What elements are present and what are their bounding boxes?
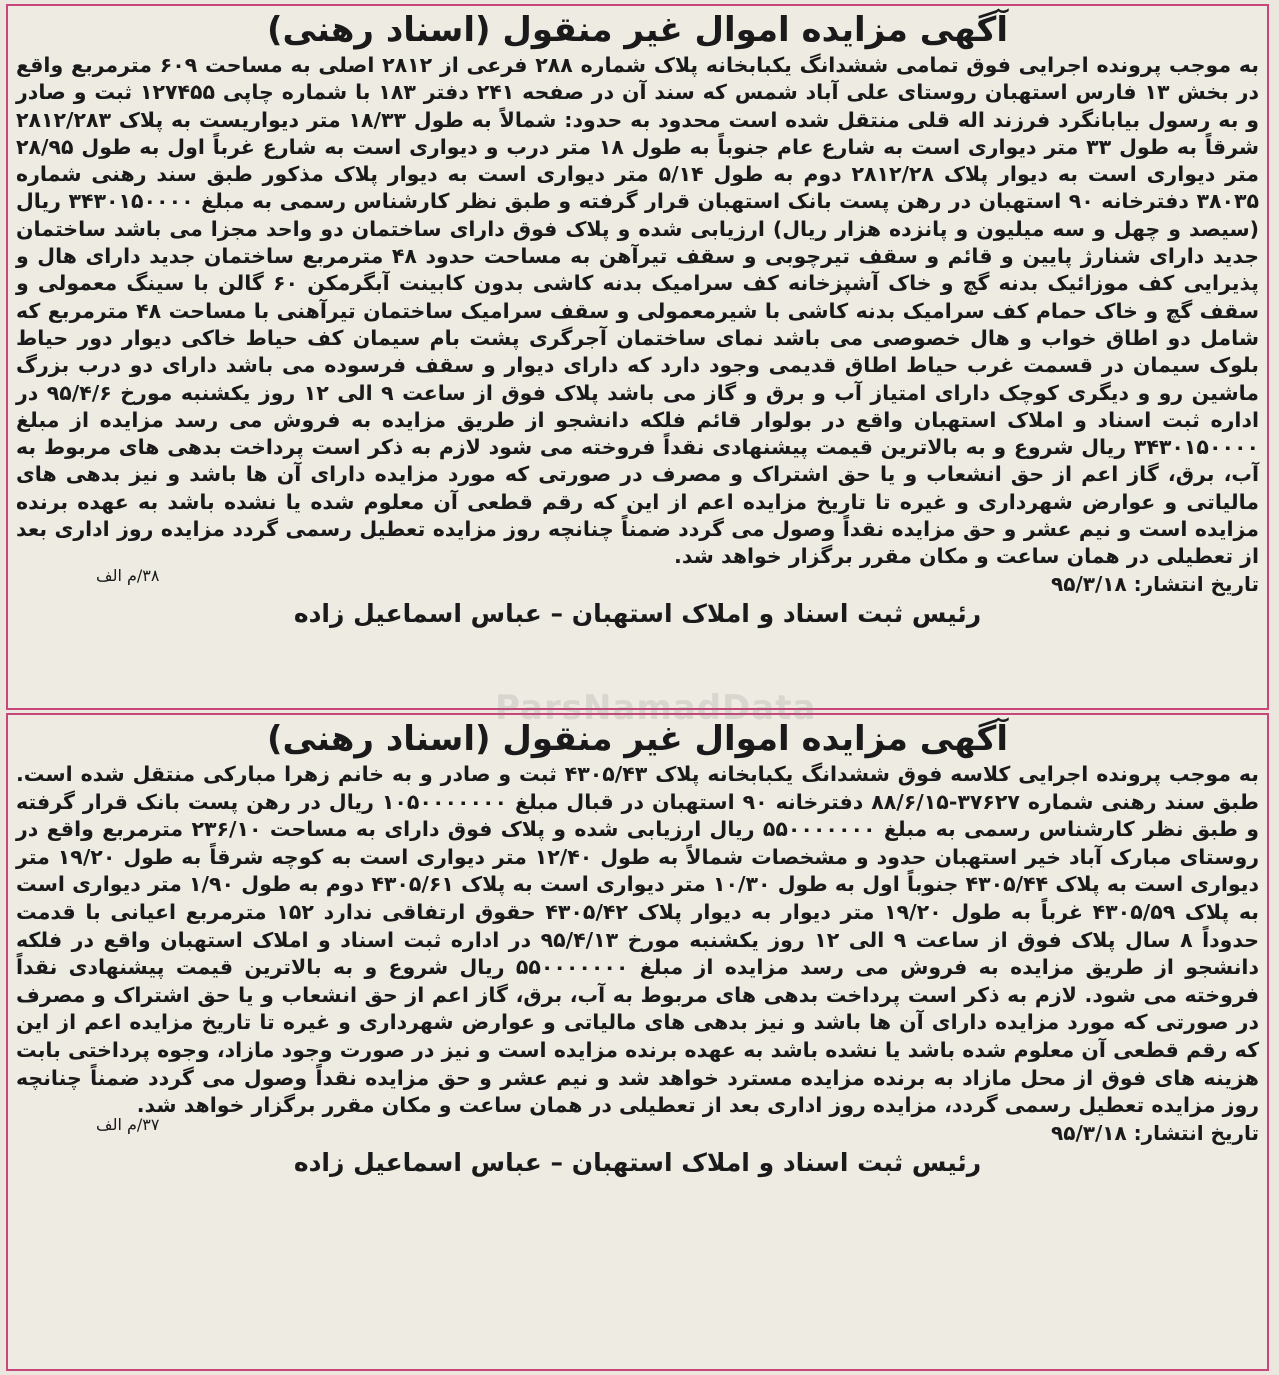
publication-row: [16, 565, 1259, 597]
notice-code: ۳۸/م الف: [96, 565, 160, 585]
publication-date: تاریخ انتشار: ۹۵/۳/۱۸: [1051, 1120, 1259, 1145]
signature: رئیس ثبت اسناد و املاک استهبان – عباس اسماعیل زاده: [293, 1147, 982, 1177]
watermark: ParsNamadData: [495, 688, 817, 728]
notice-title: آگهی مزایده اموال غیر منقول (اسناد رهنی): [267, 10, 1008, 50]
notice-code: ۳۷/م الف: [96, 1114, 160, 1134]
notice-title: آگهی مزایده اموال غیر منقول (اسناد رهنی): [267, 719, 1008, 759]
auction-notice-2: [6, 713, 1269, 1371]
signature: رئیس ثبت اسناد و املاک استهبان – عباس اسماعیل زاده: [293, 598, 982, 628]
publication-date: تاریخ انتشار: ۹۵/۳/۱۸: [1051, 571, 1259, 596]
auction-notice-1: [6, 4, 1269, 710]
publication-row: [16, 1114, 1259, 1146]
notice-body: به موجب پرونده اجرایی فوق تمامی ششدانگ یکبابخانه پلاک شماره ۲۸۸ فرعی از ۲۸۱۲ اصلی به مساحت ۶۰۹ مترمربع واقع در بخش ۱۳ فارس استهبان روستای علی آباد شمس که سند آن در صفحه ۲۴۱ دفتر ۱۸۳ با شماره چاپی ۱۲۷۴۵۵ ثبت و صادر و به رسول بیابانگرد فرزند اله قلی منتقل شده است محدود به حدود: شمالاً به طول ۱۸/۳۳ متر دیواریست به پلاک ۲۸۱۲/۲۸۳ شرقاً به طول ۳۳ متر دیواری است به شارع عام جنوباً به طول ۱۸ متر درب و دیواری است به شارع غرباً اول به طول ۲۸/۹۵ متر دیواری است به دیوار پلاک ۲۸۱۲/۲۸ دوم به طول ۵/۱۴ متر دیواری است به دیوار پلاک مذکور طبق سند رهنی شماره ۳۸۰۳۵ دفترخانه ۹۰ استهبان در رهن پست بانک استهبان قرار گرفته و طبق نظر کارشناس رسمی به مبلغ ۳۴۳۰۱۵۰۰۰۰ ریال (سیصد و چهل و سه میلیون و پانزده هزار ریال) ارزیابی شده و پلاک فوق دارای ساختمان دو واحد مجزا می باشد ساختمان جدید دارای شنارژ پایین و قائم و سقف تیرچوبی و سقف تیرآهن به مساحت حدود ۴۸ مترمربع ساختمان جدید دارای هال و پذیرایی کف موزائیک بدنه گچ و خاک آشپزخانه کف سرامیک بدنه کاشی بدون کابینت آبگرمکن ۶۰ گالن با سینگ معمولی و سقف گچ و خاک حمام کف سرامیک بدنه کاشی با شیرمعمولی و سقف سرامیک ساختمان تیرآهنی با مساحت ۴۸ مترمربع که شامل دو اطاق خواب و هال خصوصی می باشد نمای ساختمان آجرگری پشت بام سیمان کف حیاط خاکی دیوار دور حیاط بلوک سیمان در قسمت غرب حیاط اطاق قدیمی وجود دارد که دارای دیوار و سقف فرسوده می باشد دارای دو درب بزرگ ماشین رو و دیگری کوچک دارای امتیاز آب و برق و گاز می باشد پلاک فوق از ساعت ۹ الی ۱۲ روز یکشنبه مورخ ۹۵/۴/۶ در اداره ثبت اسناد و املاک استهبان واقع در بولوار قائم فلکه دانشجو از طریق مزایده به فروش می رسد مزایده از مبلغ ۳۴۳۰۱۵۰۰۰۰ ریال شروع و به بالاترین قیمت پیشنهادی نقداً فروخته می شود لازم به ذکر است پرداخت بدهی های مربوط به آب، برق، گاز اعم از حق انشعاب و یا حق اشتراک و مصرف در صورتی که مورد مزایده دارای آن ها باشد و نیز بدهی های مالیاتی و عوارض شهرداری و غیره تا تاریخ مزایده اعم از این که رقم قطعی آن معلوم شده یا نشده باشد به عهده برنده مزایده است و نیم عشر و حق مزایده نقداً وصول می گردد ضمناً چنانچه روز مزایده تعطیل رسمی گردد مزایده روز اداری بعد از تعطیلی در همان ساعت و مکان مقرر برگزار خواهد شد.: [16, 53, 1260, 569]
notice-body: به موجب پرونده اجرایی کلاسه فوق ششدانگ یکبابخانه پلاک ۴۳۰۵/۴۳ ثبت و صادر و به خانم زهرا مبارکی منتقل شده است. طبق سند رهنی شماره ۳۷۶۲۷-۸۸/۶/۱۵ دفترخانه ۹۰ استهبان در قبال مبلغ ۱۰۵۰۰۰۰۰۰۰ ریال در رهن پست بانک قرار گرفته و طبق نظر کارشناس رسمی به مبلغ ۵۵۰۰۰۰۰۰۰ ریال ارزیابی شده و پلاک فوق دارای به مساحت ۲۳۶/۱۰ مترمربع واقع در روستای مبارک آباد خیر استهبان حدود و مشخصات شمالاً به طول ۱۲/۴۰ متر دیواری است به کوچه شرقاً به طول ۱۹/۲۰ متر دیواری است به پلاک ۴۳۰۵/۴۴ جنوباً اول به طول ۱۰/۳۰ متر دیواری است به پلاک ۴۳۰۵/۶۱ دوم به طول ۱/۹۰ متر دیواری است به پلاک ۴۳۰۵/۵۹ غرباً به طول ۱۹/۲۰ متر دیوار به دیوار پلاک ۴۳۰۵/۴۲ حقوق ارتفاقی ندارد ۱۵۲ مترمربع اعیانی با قدمت حدوداً ۸ سال پلاک فوق از ساعت ۹ الی ۱۲ روز یکشنبه مورخ ۹۵/۴/۱۳ در اداره ثبت اسناد و املاک استهبان واقع در فلکه دانشجو از طریق مزایده به فروش می رسد مزایده از مبلغ ۵۵۰۰۰۰۰۰۰ ریال شروع و به بالاترین قیمت پیشنهادی نقداً فروخته می شود. لازم به ذکر است پرداخت بدهی های مربوط به آب، برق، گاز اعم از حق انشعاب و یا حق اشتراک و مصرف در صورتی که مورد مزایده دارای آن ها باشد و نیز بدهی های مالیاتی و عوارض شهرداری و غیره تا تاریخ مزایده اعم از این که رقم قطعی آن معلوم شده باشد یا نشده باشد به عهده برنده مزایده است و نیز در صورت وجود مازاد، وجوه پرداختی بابت هزینه های فوق از محل مازاد به برنده مزایده مسترد خواهد شد و نیم عشر و حق مزایده نقداً وصول می گردد ضمناً چنانچه روز مزایده تعطیل رسمی گردد، مزایده روز اداری بعد از تعطیلی در همان ساعت و مکان مقرر برگزار خواهد شد.: [16, 762, 1259, 1118]
